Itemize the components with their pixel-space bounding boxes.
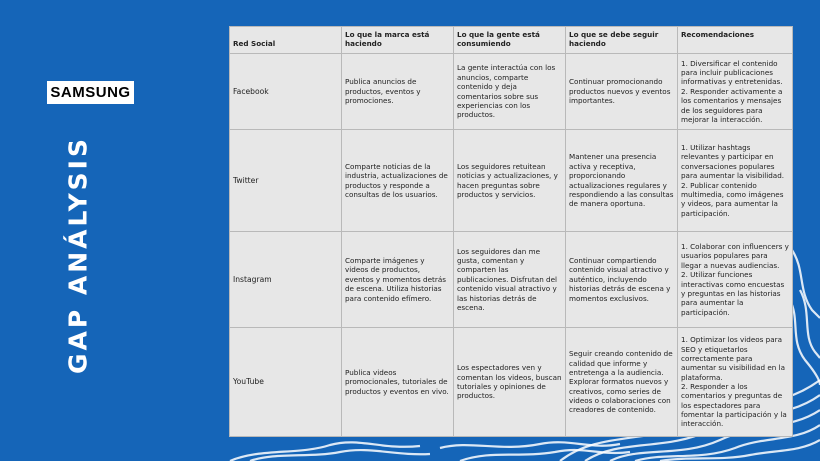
recommendation-item: 1. Colaborar con influencers y usuarios populares para llegar a nuevas audiencias.: [681, 242, 789, 270]
network-cell: Instagram: [230, 232, 342, 328]
keep-doing-cell: Continuar compartiendo contenido visual atractivo y auténtico, incluyendo historias detrás de escena y momentos exclusivos.: [566, 232, 678, 328]
recommendation-item: 2. Utilizar funciones interactivas como encuestas y preguntas en las historias para aumentar la participación.: [681, 270, 785, 317]
header-keep-doing: Lo que se debe seguir haciendo: [566, 27, 678, 54]
recommendation-item: 1. Diversificar el contenido para incluir publicaciones informativas y entretenidas.: [681, 58, 783, 87]
gap-analysis-table: [229, 26, 793, 437]
brand-doing-cell: Comparte noticias de la industria, actualizaciones de productos y responde a consultas de los usuarios.: [342, 130, 454, 232]
recommendation-item: 1. Optimizar los videos para SEO y etiquetarlos correctamente para aumentar su visibilidad en la plataforma.: [681, 335, 786, 382]
recommendations-cell: [678, 130, 793, 232]
network-cell: Twitter: [230, 130, 342, 232]
gap-analysis-table-container: [229, 26, 792, 436]
people-consuming-cell: La gente interactúa con los anuncios, comparte contenido y deja comentarios sobre sus experiencias con los productos.: [454, 54, 566, 130]
recommendations-cell: [678, 54, 793, 130]
table-header-row: [230, 27, 793, 54]
header-red-social: Red Social: [230, 27, 342, 54]
keep-doing-cell: Mantener una presencia activa y receptiva, proporcionando actualizaciones regulares y respondiendo a las consultas de manera oportuna.: [566, 130, 678, 232]
recommendation-item: 1. Utilizar hashtags relevantes y participar en conversaciones populares para aumentar la visibilidad.: [681, 143, 785, 181]
network-cell: YouTube: [230, 328, 342, 437]
recommendation-item: 2. Responder activamente a los comentarios y mensajes de los seguidores para mejorar la interacción.: [681, 86, 783, 124]
header-people-consuming: Lo que la gente está consumiendo: [454, 27, 566, 54]
table-row-youtube: [230, 328, 793, 437]
table-row-instagram: [230, 232, 793, 328]
header-brand-doing: Lo que la marca está haciendo: [342, 27, 454, 54]
people-consuming-cell: Los espectadores ven y comentan los videos, buscan tutoriales y opiniones de productos.: [454, 328, 566, 437]
table-row-twitter: [230, 130, 793, 232]
brand-doing-cell: Publica anuncios de productos, eventos y promociones.: [342, 54, 454, 130]
recommendations-cell: [678, 328, 793, 437]
samsung-logo: [47, 81, 134, 104]
recommendations-cell: [678, 232, 793, 328]
people-consuming-cell: Los seguidores retuitean noticias y actualizaciones, y hacen preguntas sobre productos y servicios.: [454, 130, 566, 232]
slide-title: GAP ANÁLYSIS: [63, 136, 93, 374]
recommendation-item: 2. Publicar contenido multimedia, como imágenes y videos, para aumentar la participación.: [681, 180, 784, 218]
network-cell: Facebook: [230, 54, 342, 130]
samsung-logo-text: SAMSUNG: [50, 84, 131, 101]
people-consuming-cell: Los seguidores dan me gusta, comentan y comparten las publicaciones. Disfrutan del contenido visual atractivo y las historias detrás de escena.: [454, 232, 566, 328]
header-recommendations: Recomendaciones: [678, 27, 793, 54]
keep-doing-cell: Continuar promocionando productos nuevos y eventos importantes.: [566, 54, 678, 130]
table-row-facebook: [230, 54, 793, 130]
recommendation-item: 2. Responder a los comentarios y preguntas de los espectadores para fomentar la participación y la interacción.: [681, 382, 787, 429]
brand-doing-cell: Comparte imágenes y videos de productos, eventos y momentos detrás de escena. Utiliza historias para contenido efímero.: [342, 232, 454, 328]
keep-doing-cell: Seguir creando contenido de calidad que informe y entretenga a la audiencia. Explorar formatos nuevos y creativos, como series de videos o colaboraciones con creadores de contenido.: [566, 328, 678, 437]
brand-doing-cell: Publica videos promocionales, tutoriales de productos y eventos en vivo.: [342, 328, 454, 437]
